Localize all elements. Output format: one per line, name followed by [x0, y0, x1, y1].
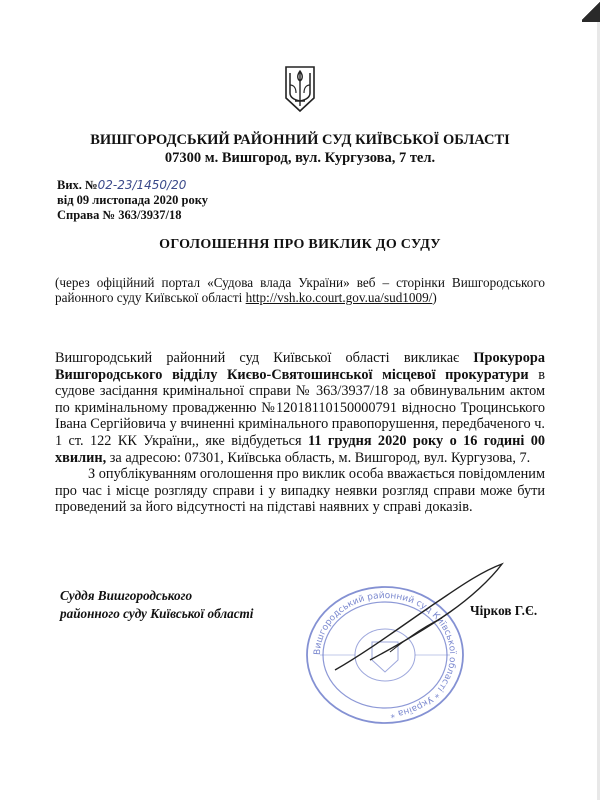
- court-address: 07300 м. Вишгород, вул. Кургузова, 7 тел.: [164, 150, 436, 166]
- judge-title-line-2: районного суду Київської області: [60, 606, 254, 621]
- court-name: ВИШГОРОДСЬКИЙ РАЙОННИЙ СУД КИЇВСЬКОЇ ОБЛАСТІ: [90, 132, 510, 148]
- trident-emblem-icon: [283, 65, 317, 113]
- document-meta: [57, 178, 208, 223]
- handwritten-signature-icon: [330, 560, 510, 680]
- scan-corner: [582, 0, 600, 22]
- outgoing-number-handwritten: 02-23/1450/20: [97, 178, 187, 192]
- outgoing-prefix: Вих. №: [57, 178, 98, 192]
- date-line: від 09 листопада 2020 року: [57, 193, 209, 207]
- judge-title-line-1: Суддя Вишгородського: [60, 588, 193, 603]
- notice-body: [55, 350, 545, 516]
- notice-paragraph-2: З опублікуванням оголошення про виклик особа вважається повідомленим про час і місце розгляду справи і у випадку неявки розгляд справи може бути проведений за його відсутності на підставі наявних у справі доказів.: [55, 466, 545, 516]
- portal-note: [55, 275, 545, 306]
- judge-title: [60, 587, 253, 623]
- p1-text-e: за адресою: 07301, Київська область, м. Вишгород, вул. Кургузова, 7.: [106, 449, 531, 466]
- outgoing-number-line: [57, 178, 208, 193]
- portal-text: (через офіційний портал «Судова влада України» веб – сторінки Вишгородського районного суду Київської області: [55, 275, 545, 306]
- p1-summoned-party: Прокурора Вишгородського відділу Києво-Святошинської місцевої прокуратури: [55, 350, 545, 383]
- portal-closing: ): [432, 290, 437, 306]
- p1-text-c: в судове засідання кримінальної справи № 363/3937/18 за обвинувальним актом по кримінальному провадженню №12018110150000791 відносно Троцинського Івана Сергійовича у вчиненні кримінального правопорушення, передбаченого ч. 1 ст. 122 КК України,, яке відбудеться: [55, 366, 545, 449]
- stamp-text: Вишгородський районний суд Київської області * Україна *: [312, 590, 458, 719]
- p1-hearing-datetime: 11 грудня 2020 року о 16 годині 00 хвилин,: [55, 432, 545, 466]
- document-title: ОГОЛОШЕННЯ ПРО ВИКЛИК ДО СУДУ: [159, 237, 441, 252]
- judge-name: Чірков Г.Є.: [470, 603, 538, 618]
- portal-url-link[interactable]: http://vsh.ko.court.gov.ua/sud1009/: [245, 290, 433, 306]
- p1-text-a: Вишгородський районний суд Київської області викликає: [55, 350, 474, 366]
- notice-paragraph-1: [55, 350, 545, 466]
- case-number-line: Справа № 363/3937/18: [57, 208, 182, 222]
